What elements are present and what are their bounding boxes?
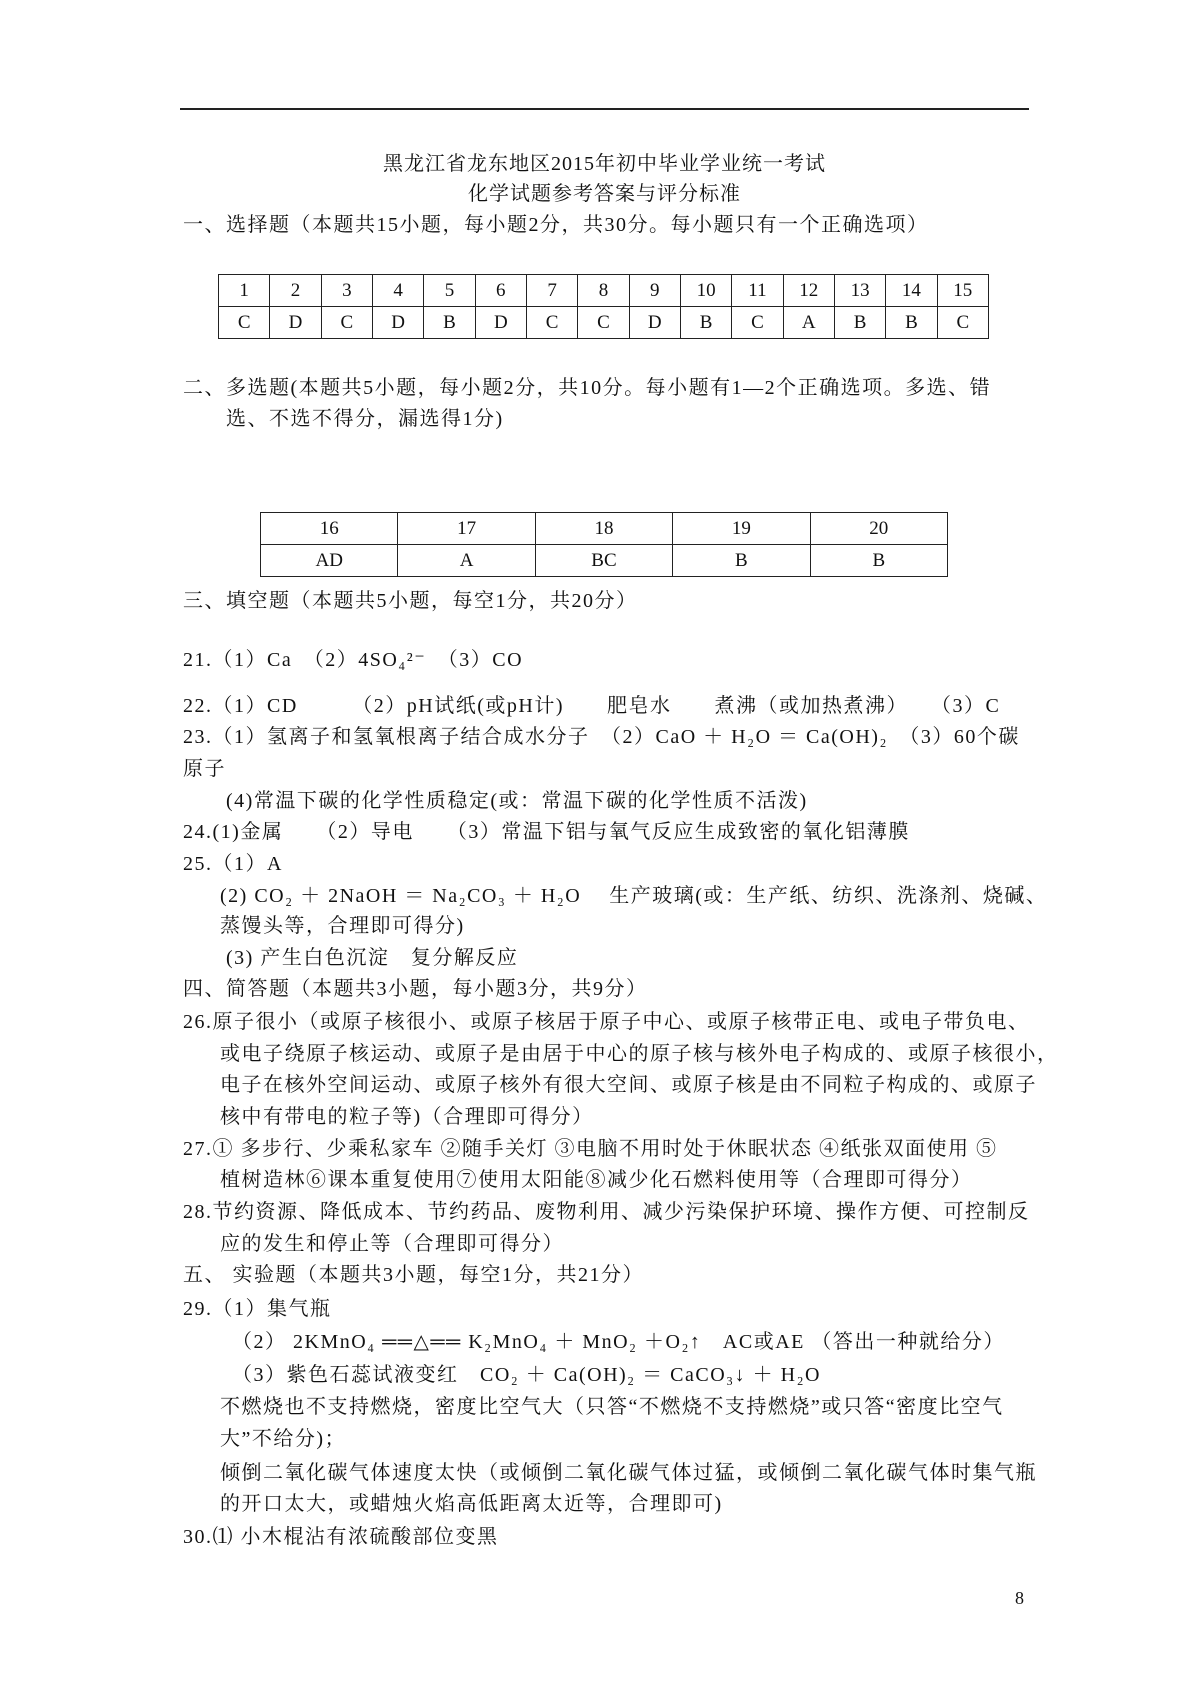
answer-line: 不燃烧也不支持燃烧，密度比空气大（只答“不燃烧不支持燃烧”或只答“密度比空气 bbox=[220, 1396, 1004, 1418]
choice-answer-table bbox=[218, 274, 989, 339]
table-cell: 12 bbox=[783, 275, 834, 307]
table-cell: 1 bbox=[219, 275, 270, 307]
table-cell: AD bbox=[261, 545, 398, 577]
answer-line: 24.(1)金属 （2）导电 （3）常温下铝与氧气反应生成致密的氧化铝薄膜 bbox=[183, 821, 910, 843]
answer-line: 大”不给分)； bbox=[220, 1428, 347, 1450]
table-cell: 10 bbox=[680, 275, 731, 307]
answer-line: 原子 bbox=[183, 758, 226, 780]
table-cell: 5 bbox=[424, 275, 475, 307]
section5-heading: 五、 实验题（本题共3小题，每空1分，共21分） bbox=[183, 1264, 644, 1286]
table-cell: 9 bbox=[629, 275, 680, 307]
table-cell: B bbox=[810, 545, 947, 577]
table-cell: B bbox=[673, 545, 810, 577]
answer-line: 30.⑴ 小木棍沾有浓硫酸部位变黑 bbox=[183, 1526, 499, 1548]
answer-row bbox=[219, 307, 989, 339]
section3-heading: 三、填空题（本题共5小题，每空1分，共20分） bbox=[183, 590, 638, 612]
table-cell: 2 bbox=[270, 275, 321, 307]
table-cell: 8 bbox=[578, 275, 629, 307]
table-cell: A bbox=[783, 307, 834, 339]
question-number-row bbox=[261, 513, 948, 545]
answer-line: 21.（1）Ca （2）4SO₄²⁻ （3）CO bbox=[183, 649, 524, 671]
table-cell: C bbox=[219, 307, 270, 339]
table-cell: 19 bbox=[673, 513, 810, 545]
section2-heading: 二、多选题(本题共5小题，每小题2分，共10分。每小题有1—2个正确选项。多选、错 bbox=[183, 377, 992, 399]
table-cell: 13 bbox=[834, 275, 885, 307]
table-cell: D bbox=[270, 307, 321, 339]
answer-line: 电子在核外空间运动、或原子核外有很大空间、或原子核是由不同粒子构成的、或原子 bbox=[220, 1074, 1037, 1096]
answer-row bbox=[261, 545, 948, 577]
answer-line: （2） 2KMnO₄ ══△══ K₂MnO₄ ＋ MnO₂ ＋O₂↑ AC或AE （答出一种就给分） bbox=[232, 1331, 1005, 1353]
answer-line: 倾倒二氧化碳气体速度太快（或倾倒二氧化碳气体过猛，或倾倒二氧化碳气体时集气瓶 bbox=[220, 1462, 1037, 1484]
answer-line: 26.原子很小（或原子核很小、或原子核居于原子中心、或原子核带正电、或电子带负电、 bbox=[183, 1011, 1030, 1033]
table-cell: B bbox=[680, 307, 731, 339]
table-cell: C bbox=[578, 307, 629, 339]
answer-line: (4)常温下碳的化学性质稳定(或：常温下碳的化学性质不活泼) bbox=[226, 790, 808, 812]
table-cell: B bbox=[834, 307, 885, 339]
section4-heading: 四、简答题（本题共3小题，每小题3分，共9分） bbox=[183, 978, 648, 1000]
answer-line: (2) CO₂ ＋ 2NaOH ＝ Na₂CO₃ ＋ H₂O 生产玻璃(或：生产纸、纺织、洗涤剂、烧碱、 bbox=[220, 885, 1048, 907]
answer-line: 蒸馒头等，合理即可得分) bbox=[220, 915, 465, 937]
table-cell: 15 bbox=[937, 275, 988, 307]
multi-choice-answer-table bbox=[260, 512, 948, 577]
table-cell: C bbox=[732, 307, 783, 339]
answer-line: 的开口太大，或蜡烛火焰高低距离太近等，合理即可) bbox=[220, 1493, 723, 1515]
answer-line: 应的发生和停止等（合理即可得分） bbox=[220, 1233, 564, 1255]
section2-heading-cont: 选、不选不得分，漏选得1分) bbox=[226, 408, 504, 430]
table-cell: C bbox=[937, 307, 988, 339]
table-cell: BC bbox=[535, 545, 672, 577]
answer-line: (3) 产生白色沉淀 复分解反应 bbox=[226, 947, 519, 969]
table-cell: 4 bbox=[372, 275, 423, 307]
table-cell: 7 bbox=[526, 275, 577, 307]
answer-line: 25.（1）A bbox=[183, 853, 283, 875]
table-cell: 20 bbox=[810, 513, 947, 545]
table-cell: A bbox=[398, 545, 535, 577]
table-cell: C bbox=[321, 307, 372, 339]
question-number-row bbox=[219, 275, 989, 307]
table-cell: C bbox=[526, 307, 577, 339]
table-cell: 3 bbox=[321, 275, 372, 307]
table-cell: B bbox=[886, 307, 937, 339]
table-cell: 14 bbox=[886, 275, 937, 307]
table-cell: 11 bbox=[732, 275, 783, 307]
answer-line: （3）紫色石蕊试液变红 CO₂ ＋ Ca(OH)₂ ＝ CaCO₃↓ ＋ H₂O bbox=[232, 1364, 821, 1386]
answer-line: 23.（1）氢离子和氢氧根离子结合成水分子 （2）CaO ＋ H₂O ＝ Ca(OH)₂ （3）60个碳 bbox=[183, 726, 1020, 748]
answer-line: 28.节约资源、降低成本、节约药品、废物利用、减少污染保护环境、操作方便、可控制反 bbox=[183, 1201, 1030, 1223]
answer-line: 29.（1）集气瓶 bbox=[183, 1298, 332, 1320]
table-cell: B bbox=[424, 307, 475, 339]
answer-line: 22.（1）CD （2）pH试纸(或pH计) 肥皂水 煮沸（或加热煮沸） （3）C bbox=[183, 695, 1001, 717]
table-cell: D bbox=[629, 307, 680, 339]
table-cell: D bbox=[372, 307, 423, 339]
answer-line: 植树造林⑥课本重复使用⑦使用太阳能⑧减少化石燃料使用等（合理即可得分） bbox=[220, 1169, 973, 1191]
table-cell: D bbox=[475, 307, 526, 339]
document-subtitle: 化学试题参考答案与评分标准 bbox=[468, 183, 741, 205]
answer-line: 核中有带电的粒子等)（合理即可得分） bbox=[220, 1106, 594, 1128]
header-rule bbox=[180, 108, 1029, 110]
section1-heading: 一、选择题（本题共15小题，每小题2分，共30分。每小题只有一个正确选项） bbox=[183, 214, 929, 236]
table-cell: 17 bbox=[398, 513, 535, 545]
table-cell: 18 bbox=[535, 513, 672, 545]
document-title: 黑龙江省龙东地区2015年初中毕业学业统一考试 bbox=[383, 153, 826, 175]
table-cell: 16 bbox=[261, 513, 398, 545]
table-cell: 6 bbox=[475, 275, 526, 307]
answer-line: 27.① 多步行、少乘私家车 ②随手关灯 ③电脑不用时处于休眠状态 ④纸张双面使用 ⑤ bbox=[183, 1138, 998, 1160]
page-number: 8 bbox=[1015, 1588, 1024, 1608]
answer-line: 或电子绕原子核运动、或原子是由居于中心的原子核与核外电子构成的、或原子核很小， bbox=[220, 1043, 1059, 1065]
